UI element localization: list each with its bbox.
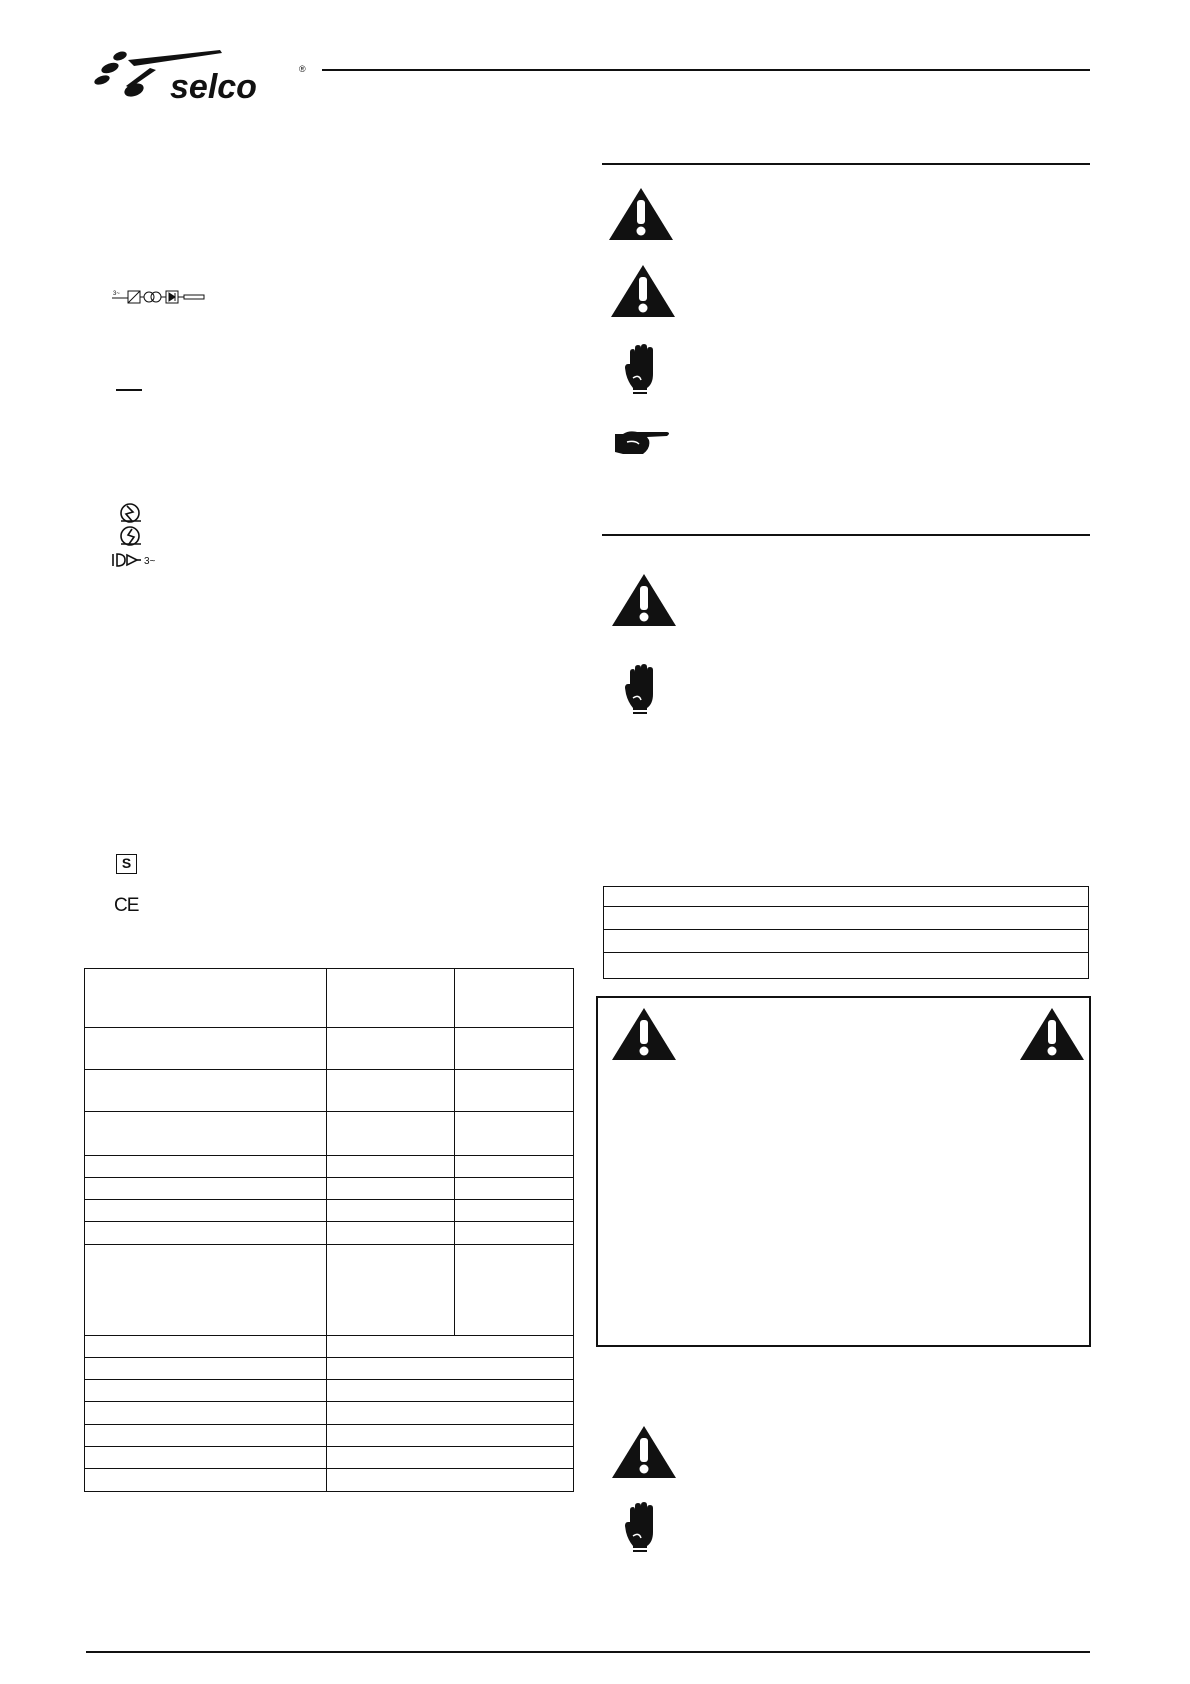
- header-rule: [322, 69, 1090, 71]
- s-mark-symbol: S: [116, 854, 137, 874]
- warning-triangle-icon: [610, 1006, 678, 1062]
- phase-label: 3~: [144, 556, 156, 567]
- warning-box: [596, 996, 1091, 1347]
- table-row: [85, 1446, 573, 1447]
- table-row: [85, 1244, 573, 1245]
- info-table: [603, 886, 1089, 979]
- warning-triangle-icon: [610, 572, 678, 628]
- brand-wordmark: selco: [170, 68, 257, 106]
- section-rule: [602, 163, 1090, 165]
- registered-mark: ®: [299, 64, 306, 74]
- selco-logo-mark: [90, 46, 310, 106]
- power-source-diagram-icon: [112, 288, 208, 306]
- table-row: [85, 1379, 573, 1380]
- ce-mark-symbol: CE: [114, 895, 139, 916]
- warning-triangle-icon: [609, 263, 677, 319]
- stop-hand-icon: [625, 664, 657, 716]
- selco-logo: [90, 46, 310, 106]
- electric-shock-icon: [114, 502, 148, 550]
- footer-rule: [86, 1651, 1090, 1653]
- table-row: [604, 906, 1088, 907]
- svg-text:3~: 3~: [113, 291, 120, 297]
- table-row: [85, 1069, 573, 1070]
- table-row: [85, 1401, 573, 1402]
- warning-triangle-icon: [610, 1424, 678, 1480]
- table-row: [85, 1335, 573, 1336]
- table-row: [85, 1177, 573, 1178]
- table-col-divider: [326, 969, 327, 1491]
- table-row: [85, 1424, 573, 1425]
- stop-hand-icon: [625, 344, 657, 396]
- dc-current-symbol: [116, 379, 142, 383]
- stop-hand-icon: [625, 1502, 657, 1554]
- warning-triangle-icon: [607, 186, 675, 242]
- table-row: [604, 952, 1088, 953]
- table-row: [85, 1155, 573, 1156]
- warning-triangle-icon: [1018, 1006, 1086, 1062]
- table-col-divider: [454, 969, 455, 1335]
- table-row: [85, 1357, 573, 1358]
- table-row: [604, 929, 1088, 930]
- pointing-hand-icon: [613, 428, 671, 458]
- table-row: [85, 1199, 573, 1200]
- table-row: [85, 1468, 573, 1469]
- protection-symbols: [114, 502, 148, 550]
- technical-data-table: [84, 968, 574, 1492]
- table-row: [85, 1221, 573, 1222]
- table-row: [85, 1027, 573, 1028]
- mains-plug-symbol: [111, 552, 163, 568]
- section-rule: [602, 534, 1090, 536]
- table-row: [85, 1111, 573, 1112]
